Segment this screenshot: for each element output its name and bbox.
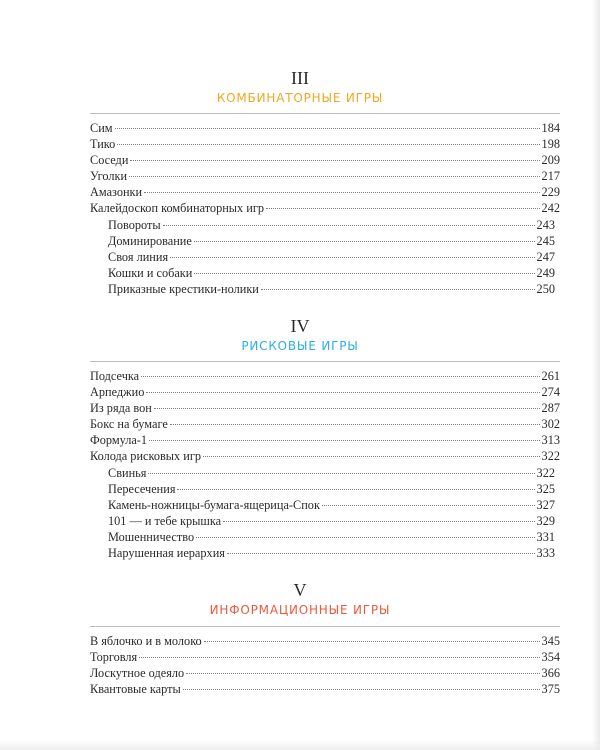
dot-leader bbox=[130, 160, 539, 161]
section-numeral: V bbox=[293, 580, 307, 600]
toc-entry-title: Уголки bbox=[90, 169, 128, 184]
dot-leader bbox=[129, 176, 540, 177]
toc-page-number: 375 bbox=[541, 682, 560, 697]
dot-leader bbox=[186, 673, 539, 674]
toc-entry bbox=[90, 665, 560, 681]
section-divider bbox=[90, 626, 560, 627]
toc-entry-title: Подсечка bbox=[90, 369, 140, 383]
toc-entry-title: Из ряда вон bbox=[90, 401, 152, 416]
toc-page-number: 333 bbox=[536, 546, 555, 561]
toc-entry-title: Колода рисковых игр bbox=[90, 449, 202, 464]
toc-entry-title: Кошки и собаки bbox=[108, 265, 193, 280]
toc-entry-title: Повороты bbox=[108, 217, 161, 232]
section-title: ИНФОРМАЦИОННЫЕ ИГРЫ bbox=[209, 603, 391, 617]
toc-page-number: 354 bbox=[541, 650, 560, 665]
toc-entry bbox=[90, 200, 560, 216]
section-title: РИСКОВЫЕ ИГРЫ bbox=[241, 339, 359, 353]
toc-subentry bbox=[90, 545, 560, 561]
dot-leader bbox=[223, 521, 534, 522]
toc-entry-title: Тико bbox=[90, 137, 116, 152]
section-divider bbox=[90, 113, 560, 114]
toc-entry-title: Формула-1 bbox=[90, 433, 148, 448]
toc-entry-title: Пересечения bbox=[108, 481, 176, 496]
dot-leader bbox=[163, 225, 535, 226]
toc-entry bbox=[90, 400, 560, 416]
section-numeral: III bbox=[291, 68, 309, 88]
dot-leader bbox=[194, 241, 535, 242]
toc-entry-title: Калейдоскоп комбинаторных игр bbox=[90, 201, 265, 216]
toc-page-number: 287 bbox=[541, 401, 560, 416]
dot-leader bbox=[194, 273, 534, 274]
section-title: КОМБИНАТОРНЫЕ ИГРЫ bbox=[216, 91, 384, 105]
toc-page-number: 247 bbox=[536, 249, 555, 264]
toc-entry-title: Торговля bbox=[90, 650, 138, 665]
toc-entry-title: Камень-ножницы-бумага-ящерица-Спок bbox=[108, 497, 320, 512]
dot-leader bbox=[170, 257, 534, 258]
toc-page-number: 274 bbox=[541, 385, 560, 400]
toc-subentry bbox=[90, 281, 560, 297]
toc-page-number: 322 bbox=[536, 465, 555, 480]
toc-entry bbox=[90, 368, 560, 384]
dot-leader bbox=[148, 473, 534, 474]
toc-entry-title: Амазонки bbox=[90, 185, 143, 200]
dot-leader bbox=[117, 144, 539, 145]
toc-subentry bbox=[90, 249, 560, 265]
toc-subentry bbox=[90, 481, 560, 497]
toc-entry-title: Бокс на бумаге bbox=[90, 417, 168, 432]
toc-page-number: 249 bbox=[536, 265, 555, 280]
toc-entry-title: Мошенничество bbox=[108, 529, 195, 544]
section-numeral: IV bbox=[290, 316, 310, 336]
toc-page-number: 366 bbox=[541, 666, 560, 681]
toc-page-number: 245 bbox=[536, 233, 555, 248]
dot-leader bbox=[261, 289, 535, 290]
toc-entry-title: 101 — и тебе крышка bbox=[108, 513, 222, 528]
toc-entry-title: Лоскутное одеяло bbox=[90, 666, 185, 681]
dot-leader bbox=[141, 376, 539, 377]
toc-list bbox=[90, 368, 560, 561]
toc-entry-title: Арпеджио bbox=[90, 385, 145, 400]
toc-entry bbox=[90, 448, 560, 464]
toc-page-number: 325 bbox=[536, 481, 555, 496]
dot-leader bbox=[266, 208, 539, 209]
toc-entry-title: Свинья bbox=[108, 465, 147, 480]
toc-list bbox=[90, 633, 560, 697]
dot-leader bbox=[154, 408, 540, 409]
toc-page-number: 329 bbox=[536, 513, 555, 528]
toc-entry-title: Своя линия bbox=[108, 249, 169, 264]
toc-page-number: 261 bbox=[541, 369, 560, 383]
toc-list bbox=[90, 120, 560, 297]
section-divider bbox=[90, 361, 560, 362]
dot-leader bbox=[203, 456, 540, 457]
toc-entry bbox=[90, 120, 560, 136]
toc-entry-title: Доминирование bbox=[108, 233, 192, 248]
toc-subentry bbox=[90, 513, 560, 529]
toc-page-number: 209 bbox=[541, 153, 560, 168]
toc-page-number: 313 bbox=[541, 433, 560, 448]
toc-subentry bbox=[90, 217, 560, 233]
dot-leader bbox=[183, 689, 540, 690]
toc-entry-title: Приказные крестики-нолики bbox=[108, 281, 259, 296]
scan-edge-shadow bbox=[592, 0, 600, 750]
toc-entry bbox=[90, 649, 560, 665]
toc-entry-title: Квантовые карты bbox=[90, 682, 181, 697]
toc-subentry bbox=[90, 497, 560, 513]
toc-entry bbox=[90, 432, 560, 448]
toc-page-number: 217 bbox=[541, 169, 560, 184]
toc-entry bbox=[90, 152, 560, 168]
toc-entry bbox=[90, 681, 560, 697]
toc-page-number: 322 bbox=[541, 449, 560, 464]
dot-leader bbox=[149, 440, 539, 441]
toc-entry-title: Нарушенная иерархия bbox=[108, 546, 225, 561]
dot-leader bbox=[196, 537, 534, 538]
toc-entry-title: Сим bbox=[90, 121, 113, 135]
toc-page-number: 345 bbox=[541, 634, 560, 648]
dot-leader bbox=[177, 489, 534, 490]
toc-entry bbox=[90, 136, 560, 152]
dot-leader bbox=[115, 128, 540, 129]
toc-entry-title: В яблочко и в молоко bbox=[90, 634, 202, 648]
toc-page-number: 229 bbox=[541, 185, 560, 200]
toc-subentry bbox=[90, 233, 560, 249]
dot-leader bbox=[170, 424, 540, 425]
toc-entry bbox=[90, 384, 560, 400]
toc-entry bbox=[90, 416, 560, 432]
dot-leader bbox=[146, 392, 539, 393]
toc-subentry bbox=[90, 529, 560, 545]
toc-page-number: 198 bbox=[541, 137, 560, 152]
toc-entry-title: Соседи bbox=[90, 153, 129, 168]
toc-page-number: 327 bbox=[536, 497, 555, 512]
toc-subentry bbox=[90, 465, 560, 481]
toc-subentry bbox=[90, 265, 560, 281]
dot-leader bbox=[227, 553, 535, 554]
toc-entry bbox=[90, 184, 560, 200]
toc-page-number: 331 bbox=[536, 529, 555, 544]
toc-page-number: 250 bbox=[536, 281, 555, 296]
dot-leader bbox=[139, 657, 539, 658]
toc-page-number: 242 bbox=[541, 201, 560, 216]
toc-page-number: 243 bbox=[536, 217, 555, 232]
toc-entry bbox=[90, 168, 560, 184]
toc-page-number: 184 bbox=[541, 121, 560, 135]
dot-leader bbox=[144, 192, 539, 193]
dot-leader bbox=[322, 505, 535, 506]
toc-page-number: 302 bbox=[541, 417, 560, 432]
toc-entry bbox=[90, 633, 560, 649]
dot-leader bbox=[204, 641, 540, 642]
scan-bottom-shadow bbox=[0, 740, 600, 750]
